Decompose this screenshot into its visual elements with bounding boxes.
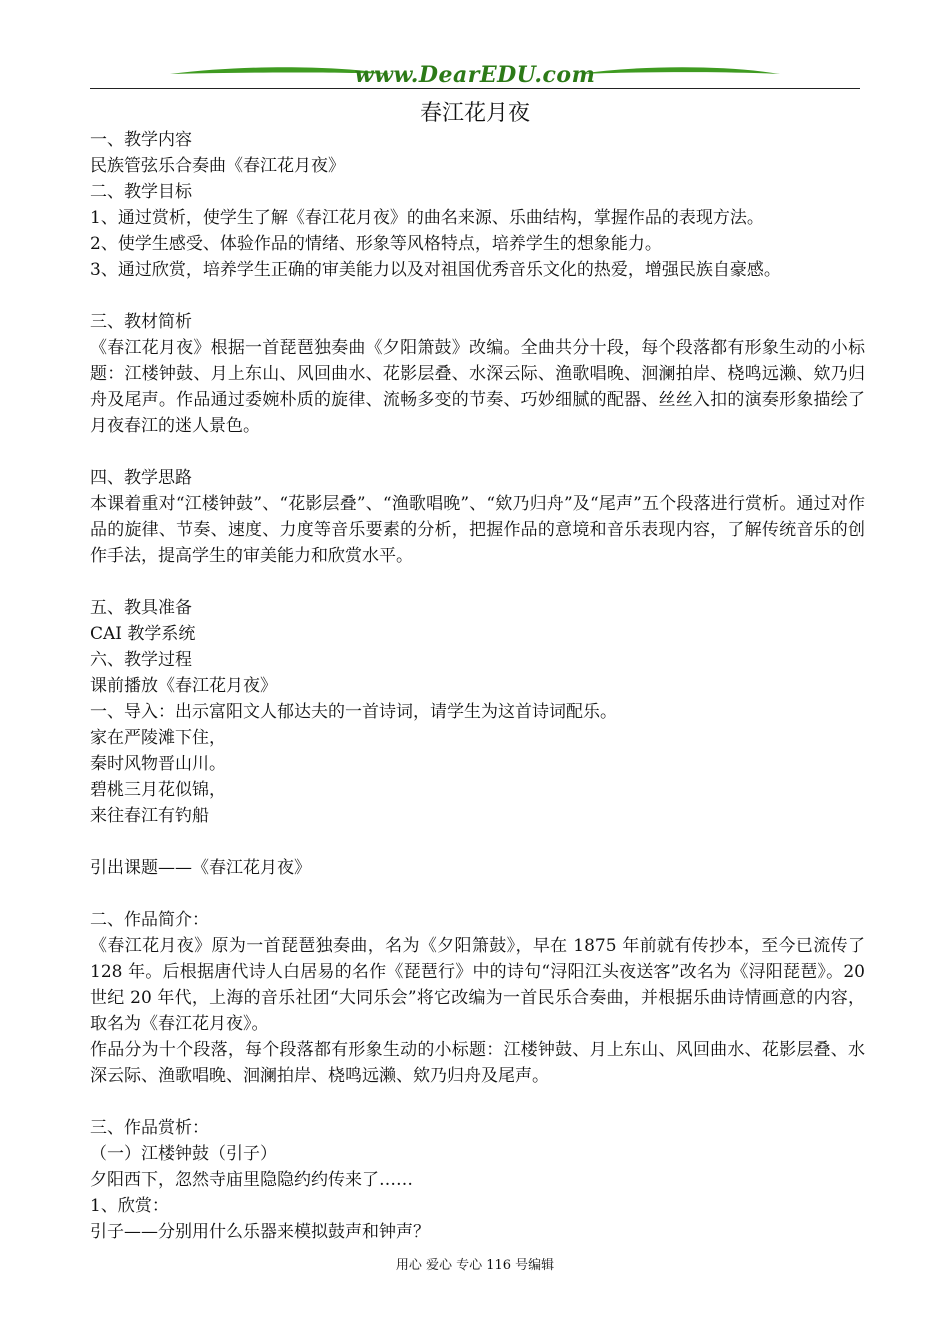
section-heading: 六、教学过程 [90, 650, 192, 670]
section-heading: 一、教学内容 [90, 130, 192, 150]
header-divider [90, 88, 860, 89]
section-heading: 二、教学目标 [90, 182, 192, 202]
poem-line: 来往春江有钓船 [90, 806, 209, 826]
paragraph: 民族管弦乐合奏曲《春江花月夜》 [90, 156, 345, 176]
page-footer: 用心 爱心 专心 116 号编辑 [395, 1258, 555, 1273]
section-heading: 五、教具准备 [90, 598, 192, 618]
document-title: 春江花月夜 [419, 101, 530, 126]
section-heading: 三、作品赏析： [90, 1118, 209, 1138]
list-item: 1、欣赏： [90, 1196, 169, 1216]
paragraph: 作品分为十个段落，每个段落都有形象生动的小标题：江楼钟鼓、月上东山、风回曲水、花影层叠、水深云际、渔歌唱晚、洄澜拍岸、桡鸣远濑、欸乃归舟及尾声。 [90, 1040, 865, 1086]
page-header [90, 58, 860, 98]
paragraph: 夕阳西下，忽然寺庙里隐隐约约传来了…… [90, 1170, 413, 1190]
paragraph: 一、导入：出示富阳文人郁达夫的一首诗词，请学生为这首诗词配乐。 [90, 702, 617, 722]
section-heading: 二、作品简介： [90, 910, 209, 930]
list-item: 1、通过赏析，使学生了解《春江花月夜》的曲名来源、乐曲结构，掌握作品的表现方法。 [90, 208, 764, 228]
paragraph: CAI 教学系统 [90, 624, 196, 644]
spacer [90, 283, 865, 309]
paragraph: 本课着重对“江楼钟鼓”、“花影层叠”、“渔歌唱晚”、“欸乃归舟”及“尾声”五个段落进行赏析。通过对作品的旋律、节奏、速度、力度等音乐要素的分析，把握作品的意境和音乐表现内容，了解传统音乐的创作手法，提高学生的审美能力和欣赏水平。 [90, 494, 865, 566]
paragraph: 引出课题——《春江花月夜》 [90, 858, 311, 878]
paragraph: 课前播放《春江花月夜》 [90, 676, 277, 696]
spacer [90, 569, 865, 595]
spacer [90, 1089, 865, 1115]
section-heading: 三、教材简析 [90, 312, 192, 332]
paragraph: 《春江花月夜》根据一首琵琶独奏曲《夕阳箫鼓》改编。全曲共分十段，每个段落都有形象生动的小标题：江楼钟鼓、月上东山、风回曲水、花影层叠、水深云际、渔歌唱晚、洄澜拍岸、桡鸣远濑、欸乃归舟及尾声。作品通过委婉朴质的旋律、流畅多变的节奏、巧妙细腻的配器、丝丝入扣的演奏形象描绘了月夜春江的迷人景色。 [90, 338, 865, 436]
list-item: 3、通过欣赏，培养学生正确的审美能力以及对祖国优秀音乐文化的热爱，增强民族自豪感。 [90, 260, 781, 280]
list-item: 2、使学生感受、体验作品的情绪、形象等风格特点，培养学生的想象能力。 [90, 234, 662, 254]
paragraph: 引子——分别用什么乐器来模拟鼓声和钟声？ [90, 1222, 430, 1242]
sub-heading: （一）江楼钟鼓（引子） [90, 1144, 277, 1164]
paragraph: 《春江花月夜》原为一首琵琶独奏曲，名为《夕阳箫鼓》，早在 1875 年前就有传抄本，至今已流传了 128 年。后根据唐代诗人白居易的名作《琵琶行》中的诗句“浔阳江头夜送客”改名为《浔阳琵琶》。20 世纪 20 年代，上海的音乐社团“大同乐会”将它改编为一首民乐合奏曲，并根据乐曲诗情画意的内容，取名为《春江花月夜》。 [90, 936, 865, 1034]
poem-line: 家在严陵滩下住， [90, 728, 226, 748]
spacer [90, 439, 865, 465]
poem-line: 碧桃三月花似锦， [90, 780, 226, 800]
document-body [90, 127, 865, 1245]
spacer [90, 881, 865, 907]
section-heading: 四、教学思路 [90, 468, 192, 488]
poem-line: 秦时风物晋山川。 [90, 754, 226, 774]
site-url: www.DearEDU.com [354, 62, 596, 88]
spacer [90, 829, 865, 855]
